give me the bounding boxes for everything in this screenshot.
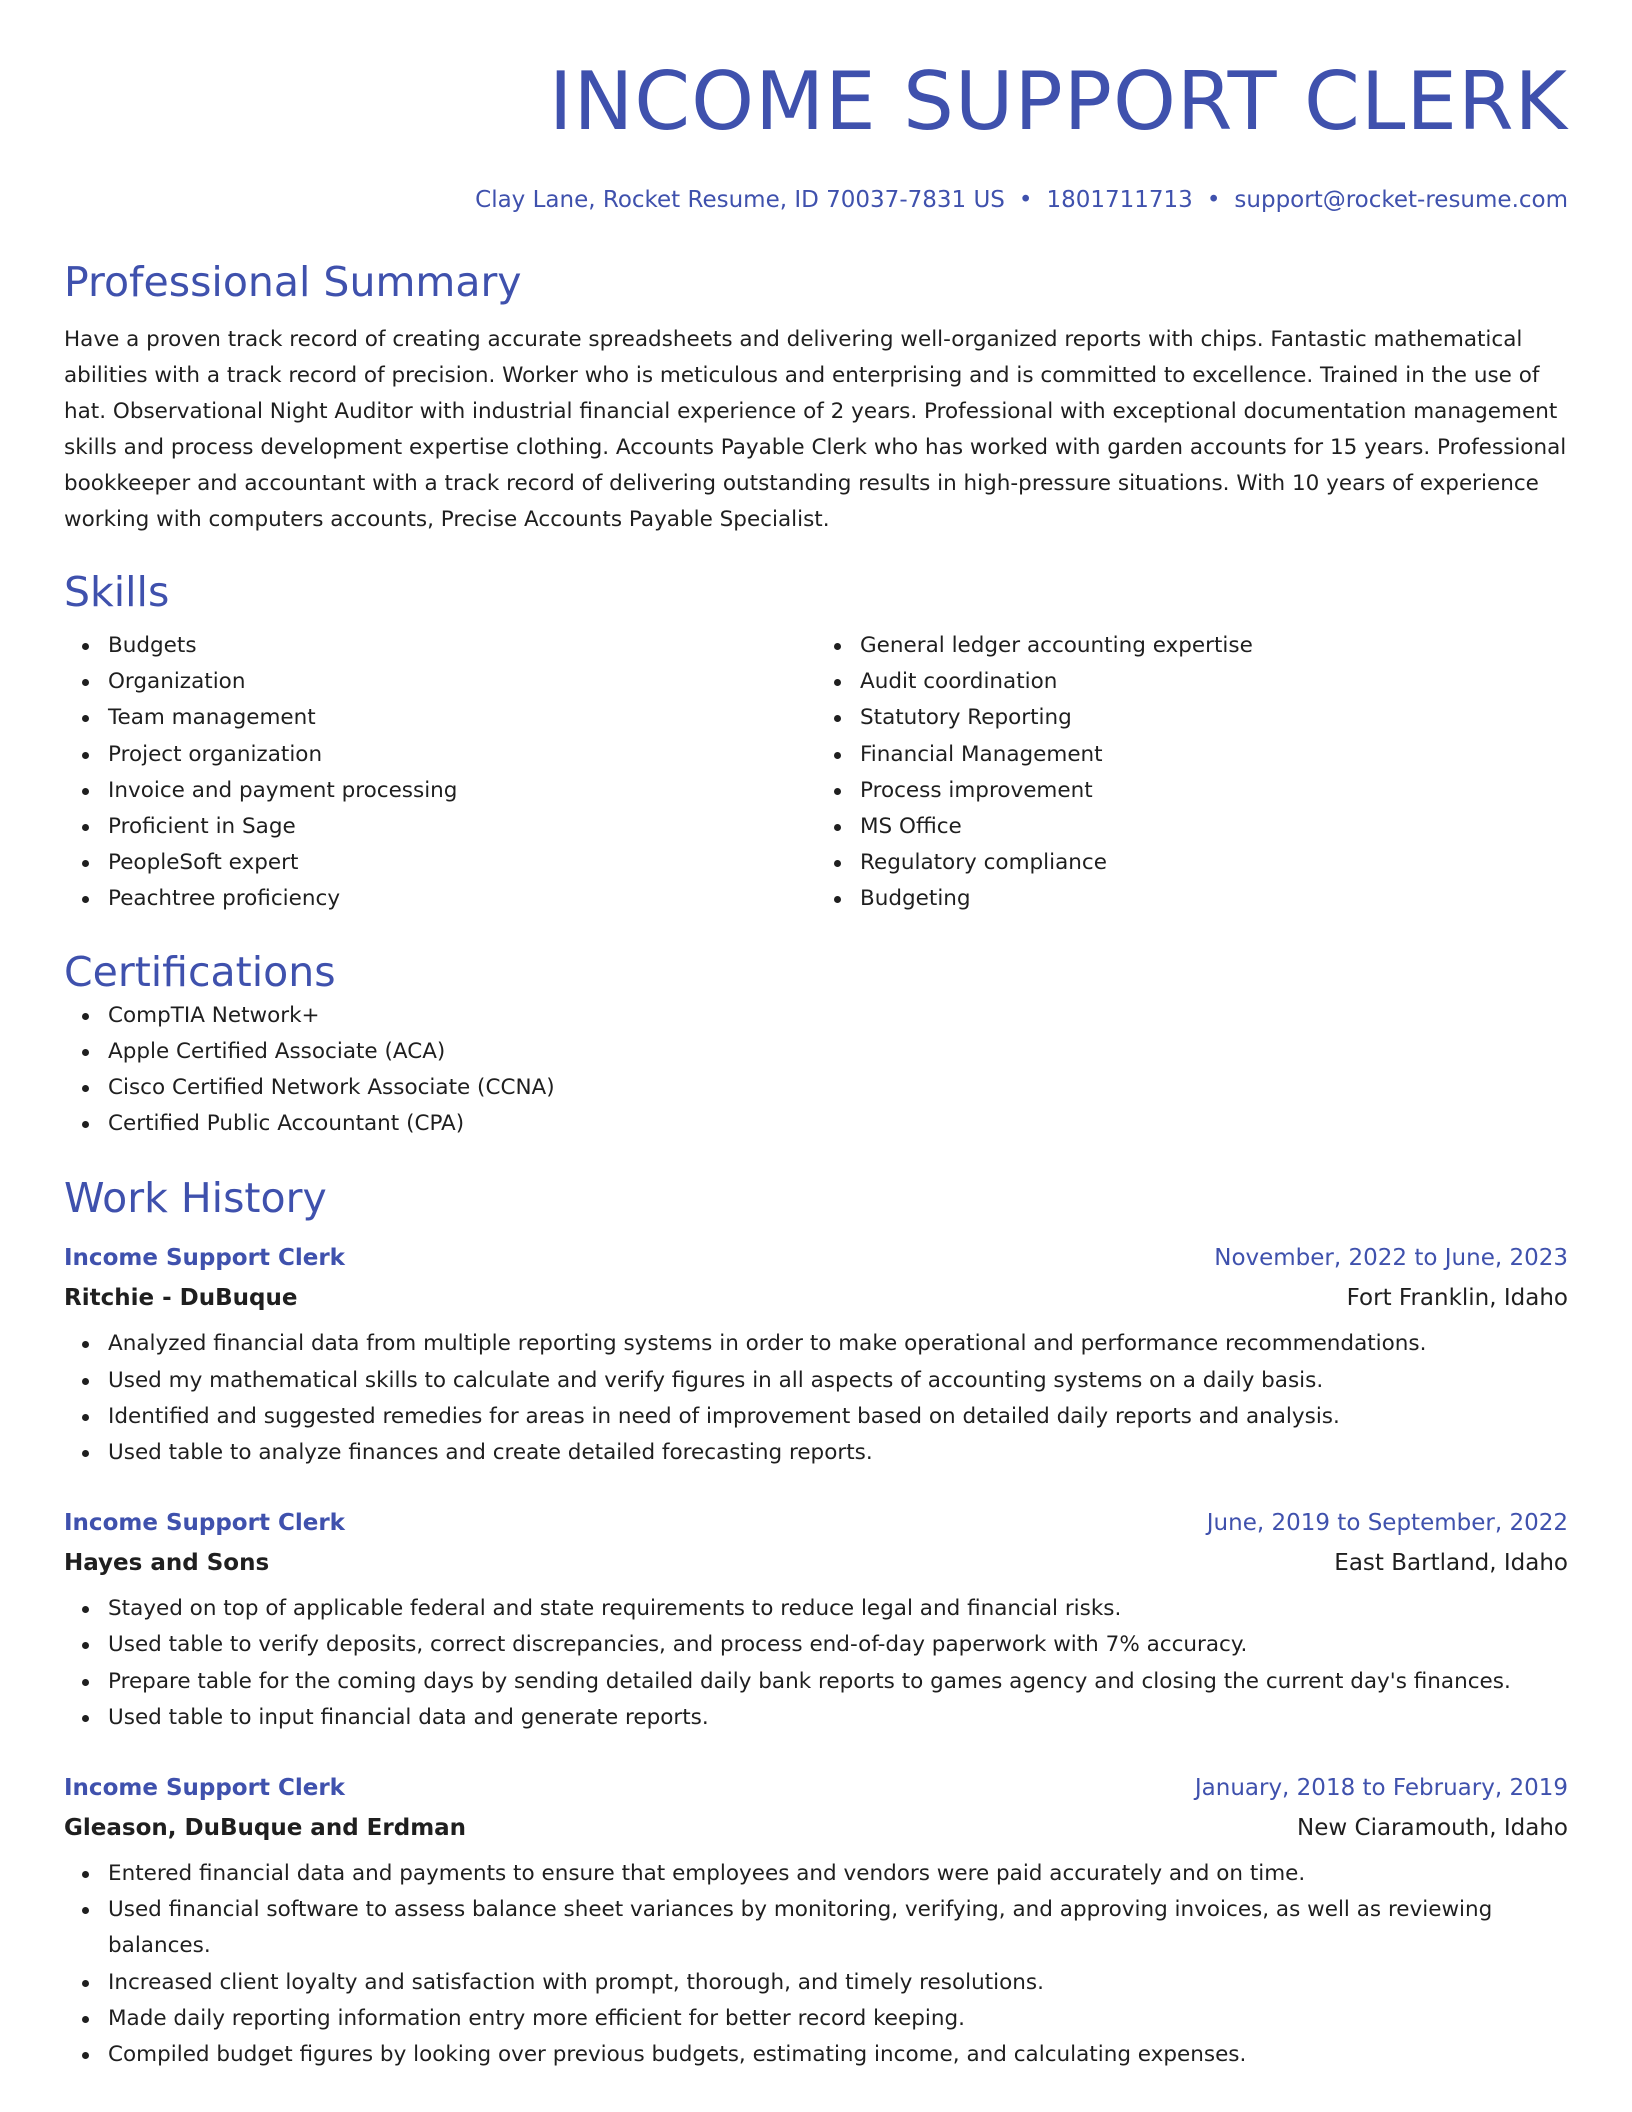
skill-item: PeopleSoft expert <box>108 845 816 881</box>
job-bullet: Entered financial data and payments to ensure that employees and vendors were paid accurately and on time. <box>108 1856 1568 1892</box>
job-company: Ritchie - DuBuque <box>64 1285 298 1312</box>
certifications-section <box>64 946 1568 1143</box>
skill-item: General ledger accounting expertise <box>860 628 1568 664</box>
job-company-row <box>64 1808 1568 1848</box>
job-bullet: Compiled budget figures by looking over previous budgets, estimating income, and calculating expenses. <box>108 2037 1568 2073</box>
contact-separator: • <box>1206 187 1221 213</box>
job-bullet: Identified and suggested remedies for areas in need of improvement based on detailed daily reports and analysis. <box>108 1399 1568 1435</box>
certifications-list <box>64 998 1568 1143</box>
job-entry <box>64 1238 1568 1471</box>
skill-item: Process improvement <box>860 773 1568 809</box>
skills-list-left <box>64 628 816 918</box>
summary-text: Have a proven track record of creating accurate spreadsheets and delivering well-organized reports with chips. Fantastic mathematical abilities with a track record of precision. Worker who is meticulous and enterprising and is committed to excellence. Trained in the use of hat. Observational Night Auditor with industrial financial experience of 2 years. Professional with exceptional documentation management skills and process development expertise clothing. Accounts Payable Clerk who has worked with garden accounts for 15 years. Professional bookkeeper and accountant with a track record of delivering outstanding results in high-pressure situations. With 10 years of experience working with computers accounts, Precise Accounts Payable Specialist. <box>64 327 1567 532</box>
job-entry <box>64 1768 1568 2073</box>
job-bullet: Used table to analyze finances and create detailed forecasting reports. <box>108 1435 1568 1471</box>
job-bullet: Used my mathematical skills to calculate and verify figures in all aspects of accounting systems on a daily basis. <box>108 1363 1568 1399</box>
job-company-row <box>64 1278 1568 1318</box>
skill-item: Budgets <box>108 628 816 664</box>
job-bullet: Stayed on top of applicable federal and state requirements to reduce legal and financial risks. <box>108 1591 1568 1627</box>
job-location: Fort Franklin, Idaho <box>1346 1285 1568 1312</box>
skill-item: Peachtree proficiency <box>108 881 816 917</box>
skill-item: Statutory Reporting <box>860 700 1568 736</box>
certifications-heading: Certifications <box>64 947 336 996</box>
job-bullet: Made daily reporting information entry more efficient for better record keeping. <box>108 2001 1568 2037</box>
job-bullet: Used table to verify deposits, correct discrepancies, and process end-of-day paperwork with 7% accuracy. <box>108 1627 1568 1663</box>
certification-item: Apple Certified Associate (ACA) <box>108 1034 1568 1070</box>
contact-address: Clay Lane, Rocket Resume, ID 70037-7831 US <box>475 187 1005 213</box>
skills-section <box>64 566 1568 918</box>
skill-item: Budgeting <box>860 881 1568 917</box>
job-entry <box>64 1503 1568 1736</box>
job-header-row <box>64 1768 1568 1808</box>
skill-item: Project organization <box>108 737 816 773</box>
job-company: Hayes and Sons <box>64 1550 270 1577</box>
skills-columns <box>64 628 1568 918</box>
certification-item: Cisco Certified Network Associate (CCNA) <box>108 1070 1568 1106</box>
job-bullet: Prepare table for the coming days by sending detailed daily bank reports to games agency and closing the current day's finances. <box>108 1664 1568 1700</box>
job-title: Income Support Clerk <box>64 1775 345 1802</box>
skill-item: MS Office <box>860 809 1568 845</box>
job-title: Income Support Clerk <box>64 1245 345 1272</box>
contact-line <box>64 184 1568 216</box>
certification-item: Certified Public Accountant (CPA) <box>108 1106 1568 1142</box>
job-bullets <box>64 1591 1568 1736</box>
job-title: Income Support Clerk <box>64 1510 345 1537</box>
contact-email: support@rocket-resume.com <box>1234 187 1568 213</box>
job-bullets <box>64 1856 1568 2073</box>
job-bullets <box>64 1326 1568 1471</box>
skill-item: Financial Management <box>860 737 1568 773</box>
job-bullet: Increased client loyalty and satisfaction with prompt, thorough, and timely resolutions. <box>108 1965 1568 2001</box>
summary-section <box>64 256 1568 538</box>
skill-item: Invoice and payment processing <box>108 773 816 809</box>
job-bullet: Used financial software to assess balance sheet variances by monitoring, verifying, and approving invoices, as well as reviewing balances. <box>108 1892 1568 1964</box>
job-header-row <box>64 1503 1568 1543</box>
skill-item: Regulatory compliance <box>860 845 1568 881</box>
skills-heading: Skills <box>64 568 170 616</box>
skill-item: Proficient in Sage <box>108 809 816 845</box>
contact-phone: 1801711713 <box>1046 187 1193 213</box>
job-header-row <box>64 1238 1568 1278</box>
skill-item: Organization <box>108 664 816 700</box>
job-dates: November, 2022 to June, 2023 <box>1214 1245 1568 1272</box>
job-company: Gleason, DuBuque and Erdman <box>64 1815 467 1842</box>
job-bullet: Analyzed financial data from multiple reporting systems in order to make operational and performance recommendations. <box>108 1326 1568 1362</box>
skills-list-right <box>816 628 1568 918</box>
summary-heading: Professional Summary <box>64 258 522 306</box>
skill-item: Team management <box>108 700 816 736</box>
job-location: New Ciaramouth, Idaho <box>1297 1815 1568 1842</box>
skill-item: Audit coordination <box>860 664 1568 700</box>
contact-separator: • <box>1018 187 1033 213</box>
job-company-row <box>64 1543 1568 1583</box>
work-history-heading: Work History <box>64 1174 327 1223</box>
work-history-section <box>64 1172 1568 2073</box>
certification-item: CompTIA Network+ <box>108 998 1568 1034</box>
job-bullet: Used table to input financial data and generate reports. <box>108 1700 1568 1736</box>
job-dates: June, 2019 to September, 2022 <box>1206 1510 1568 1537</box>
job-location: East Bartland, Idaho <box>1334 1550 1568 1577</box>
job-dates: January, 2018 to February, 2019 <box>1194 1775 1568 1802</box>
candidate-title: INCOME SUPPORT CLERK <box>548 55 1568 148</box>
resume-header <box>64 52 1568 216</box>
